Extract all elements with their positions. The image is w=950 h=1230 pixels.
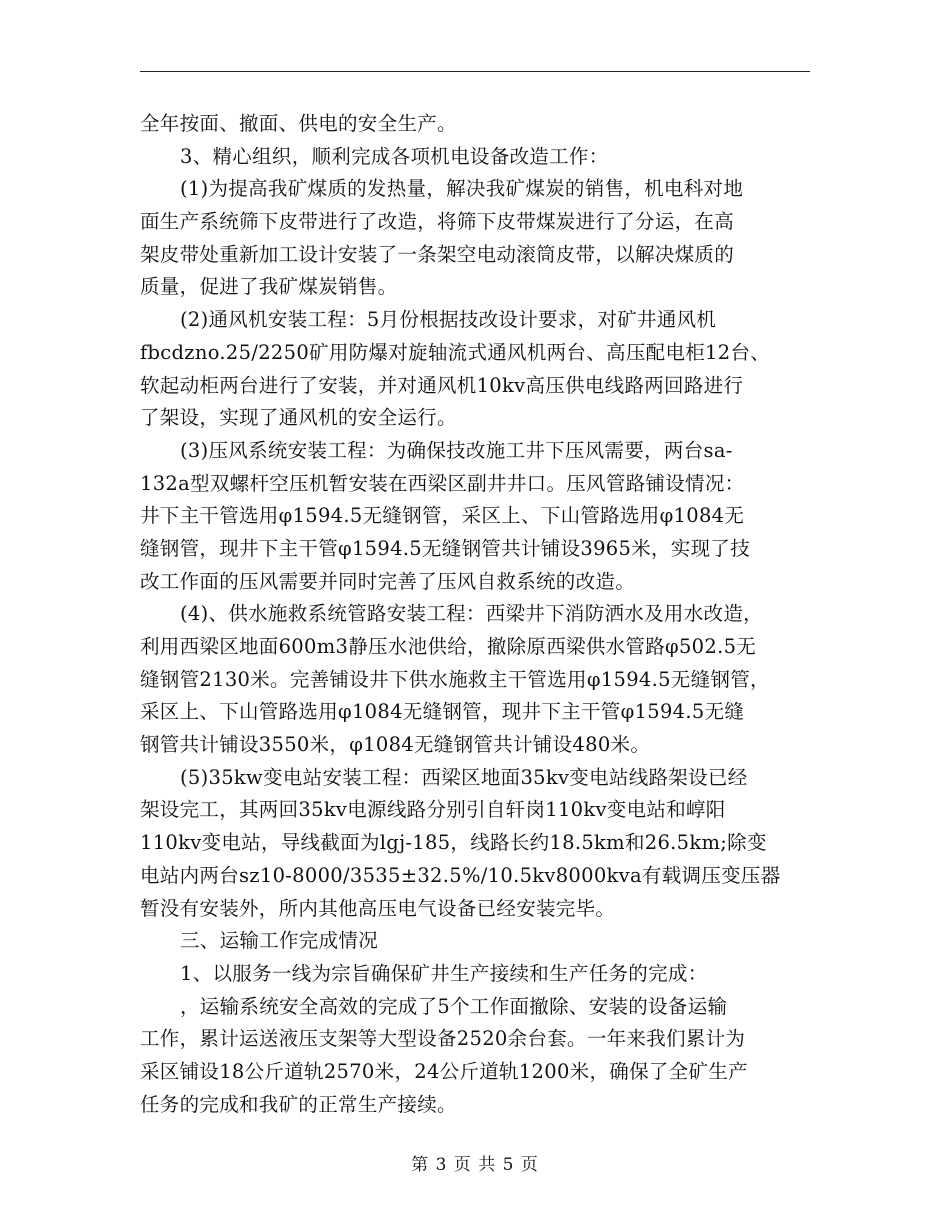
text-line: 工作，累计运送液压支架等大型设备2520余台套。一年来我们累计为 (140, 1027, 746, 1051)
text-line: 架皮带处重新加工设计安装了一条架空电动滚筒皮带，以解决煤质的 (140, 242, 735, 266)
text-line: (3)压风系统安装工程：为确保技改施工井下压风需要，两台sa- (180, 438, 733, 462)
text-line: 采区上、下山管路选用φ1084无缝钢管，现井下主干管φ1594.5无缝 (140, 700, 745, 724)
text-line: 缝钢管，现井下主干管φ1594.5无缝钢管共计铺设3965米，实现了技 (140, 536, 751, 560)
text-line: (4)、供水施救系统管路安装工程：西梁井下消防洒水及用水改造， (180, 602, 763, 626)
text-line: 架设完工，其两回35kv电源线路分别引自轩岗110kv变电站和崞阳 (140, 798, 726, 822)
text-line: ，运输系统安全高效的完成了5个工作面撤除、安装的设备运输 (180, 994, 728, 1018)
text-line: 了架设，实现了通风机的安全运行。 (140, 406, 457, 430)
text-line: 面生产系统筛下皮带进行了改造，将筛下皮带煤炭进行了分运，在高 (140, 210, 735, 234)
document-body (140, 108, 820, 1121)
text-line: 软起动柜两台进行了安装，并对通风机10kv高压供电线路两回路进行 (140, 373, 744, 397)
text-line: 利用西梁区地面600m3静压水池供给，撤除原西梁供水管路φ502.5无 (140, 635, 757, 658)
text-line: 全年按面、撤面、供电的安全生产。 (140, 112, 457, 135)
text-line: 暂没有安装外，所内其他高压电气设备已经安装完毕。 (140, 896, 616, 920)
text-line: 1、以服务一线为宗旨确保矿井生产接续和生产任务的完成： (180, 961, 708, 985)
text-line: 改工作面的压风需要并同时完善了压风自救系统的改造。 (140, 569, 636, 593)
text-line: 110kv变电站，导线截面为lgj-185，线路长约18.5km和26.5km;除变 (140, 831, 767, 855)
text-line: 三、运输工作完成情况 (180, 929, 379, 953)
text-line: 钢管共计铺设3550米，φ1084无缝钢管共计铺设480米。 (140, 733, 651, 757)
text-line: (1)为提高我矿煤质的发热量，解决我矿煤炭的销售，机电科对地 (180, 177, 744, 201)
text-line: 缝钢管2130米。完善铺设井下供水施救主干管选用φ1594.5无缝钢管， (140, 667, 770, 691)
text-line: 电站内两台sz10-8000/3535±32.5%/10.5kv8000kva有载调压变压器 (140, 863, 781, 887)
text-line: 采区铺设18公斤道轨2570米，24公斤道轨1200米，确保了全矿生产 (140, 1059, 748, 1083)
text-line: (2)通风机安装工程：5月份根据技改设计要求，对矿井通风机 (180, 308, 717, 332)
text-line: fbcdzno.25/2250矿用防爆对旋轴流式通风机两台、高压配电柜12台、 (140, 340, 771, 364)
text-line: 任务的完成和我矿的正常生产接续。 (140, 1092, 457, 1116)
page-footer: 第 3 页 共 5 页 (411, 1155, 539, 1175)
text-line: 井下主干管选用φ1594.5无缝钢管，采区上、下山管路选用φ1084无 (140, 504, 745, 528)
text-line: 3、精心组织，顺利完成各项机电设备改造工作： (180, 144, 609, 168)
text-line: 132a型双螺杆空压机暂安装在西梁区副井井口。压风管路铺设情况： (140, 471, 745, 495)
text-line: 质量，促进了我矿煤炭销售。 (140, 275, 398, 299)
header-rule (140, 71, 810, 72)
text-line: (5)35kw变电站安装工程：西梁区地面35kv变电站线路架设已经 (180, 765, 748, 789)
